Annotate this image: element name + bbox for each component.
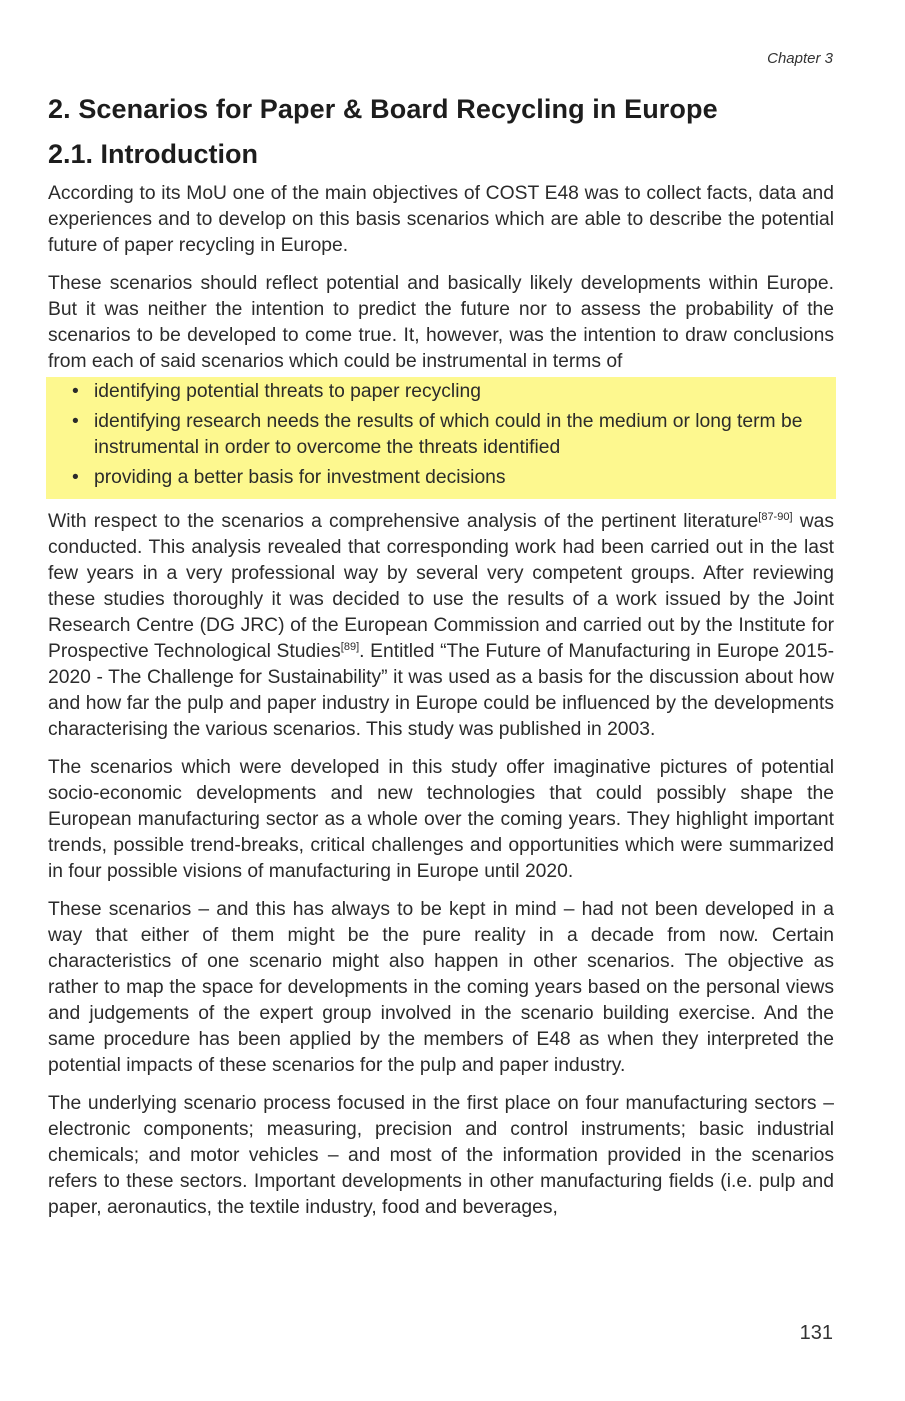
paragraph-3-text-a: With respect to the scenarios a comprehensive analysis of the pertinent literature xyxy=(48,511,759,532)
list-item xyxy=(48,379,834,405)
page-number: 131 xyxy=(799,1322,833,1344)
section-heading: 2. Scenarios for Paper & Board Recycling in Europe xyxy=(48,94,718,124)
bullet-icon: • xyxy=(72,381,79,402)
citation-ref: [89] xyxy=(340,641,360,653)
bullet-icon: • xyxy=(72,467,79,488)
list-item-text: identifying research needs the results of which could in the medium or long term be instrumental in order to overcome the threats identified xyxy=(94,411,803,458)
paragraph-6: The underlying scenario process focused in the first place on four manufacturing sectors – electronic components; measuring, precision and control instruments; basic industrial chemicals; and motor vehicles – and most of the information provided in the scenarios refers to these sectors. Important developments in other manufacturing fields (i.e. pulp and paper, aeronautics, the textile industry, food and beverages, xyxy=(48,1093,834,1218)
chapter-label: Chapter 3 xyxy=(767,50,833,67)
paragraph-3-text-b: was conducted. This analysis revealed that corresponding work had been carried out in the last few years in a very professional way by several very competent groups. After reviewing these studies thoroughly it was decided to use the results of a work issued by the Joint Research Centre (DG JRC) of the European Commission and carried out by the Institute for Prospective Technological Studies xyxy=(48,511,834,662)
paragraph-2: These scenarios should reflect potential and basically likely developments within Europe. But it was neither the intention to predict the future nor to assess the probability of the scenarios to be developed to come true. It, however, was the intention to draw conclusions from each of said scenarios which could be instrumental in terms of xyxy=(48,273,834,372)
bullet-list xyxy=(48,379,834,491)
paragraph-3-text-c: . Entitled “The Future of Manufacturing in Europe 2015-2020 - The Challenge for Sustainability” it was used as a basis for the discussion about how and how far the pulp and paper industry in Europe could be influenced by the developments characterising the various scenarios. This study was published in 2003. xyxy=(48,641,834,740)
list-item-text: providing a better basis for investment decisions xyxy=(94,467,506,488)
paragraph-1: According to its MoU one of the main objectives of COST E48 was to collect facts, data and experiences and to develop on this basis scenarios which are able to describe the potential future of paper recycling in Europe. xyxy=(48,183,834,256)
list-item xyxy=(48,465,834,491)
list-item xyxy=(48,409,834,461)
citation-ref: [87-90] xyxy=(758,511,793,523)
body-text xyxy=(48,181,834,1233)
paragraph-4: The scenarios which were developed in this study offer imaginative pictures of potential socio-economic developments and new technologies that could possibly shape the European manufacturing sector as a whole over the coming years. They highlight important trends, possible trend-breaks, critical challenges and opportunities which were summarized in four possible visions of manufacturing in Europe until 2020. xyxy=(48,757,834,882)
paragraph-3 xyxy=(48,509,834,743)
bullet-icon: • xyxy=(72,411,79,432)
paragraph-5: These scenarios – and this has always to be kept in mind – had not been developed in a way that either of them might be the pure reality in a decade from now. Certain characteristics of one scenario might also happen in other scenarios. The objective as rather to map the space for developments in the coming years based on the personal views and judgements of the expert group involved in the scenario building exercise. And the same procedure has been applied by the members of E48 as when they interpreted the potential impacts of these scenarios for the pulp and paper industry. xyxy=(48,899,834,1076)
list-item-text: identifying potential threats to paper recycling xyxy=(94,381,481,402)
highlighted-bullet-list xyxy=(46,377,836,499)
subsection-heading: 2.1. Introduction xyxy=(48,139,259,169)
